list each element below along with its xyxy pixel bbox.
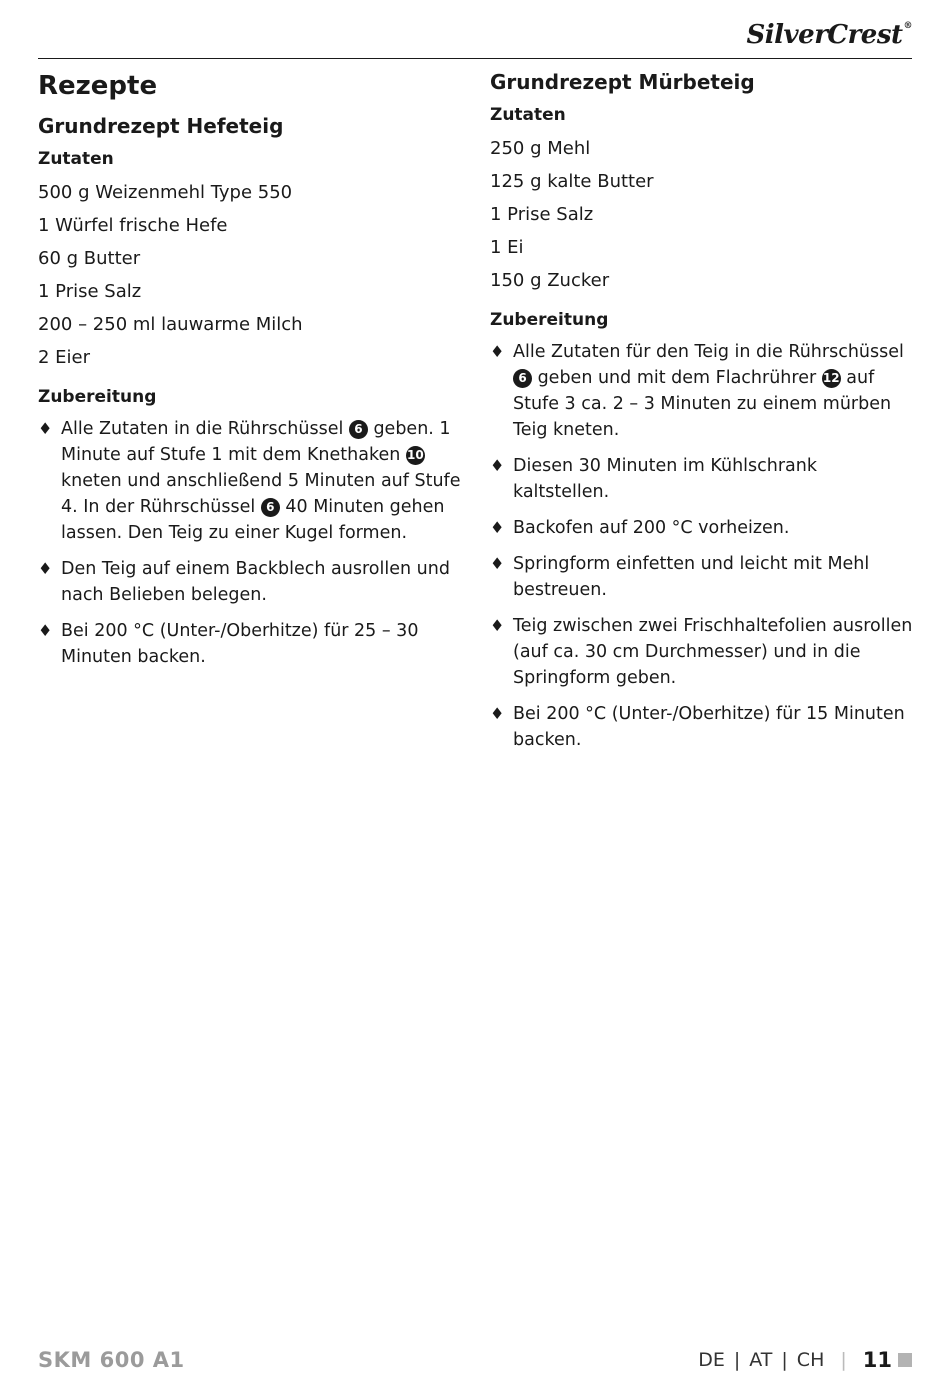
brand-logo: SilverCrest® [746, 20, 912, 50]
part-number-badge: 6 [513, 369, 532, 388]
diamond-bullet-icon: ♦ [38, 419, 53, 438]
diamond-bullet-icon: ♦ [38, 559, 53, 578]
list-item: 2 Eier [38, 347, 91, 368]
list-item: ♦ Den Teig auf einem Backblech ausrollen und nach Belieben belegen. [38, 556, 463, 608]
divider: | [781, 1349, 788, 1371]
diamond-bullet-icon: ♦ [490, 616, 505, 635]
list-item: ♦ Teig zwischen zwei Frischhaltefolien ausrollen (auf ca. 30 cm Durchmesser) und in die Springform geben. [490, 613, 915, 691]
list-item: 200 – 250 ml lauwarme Milch [38, 314, 303, 335]
part-number-badge: 6 [261, 498, 280, 517]
recipe-title-hefeteig: Grundrezept Hefeteig [38, 114, 284, 138]
list-item: 1 Ei [490, 237, 524, 258]
right-column [490, 66, 915, 763]
ingredients-list [38, 176, 463, 374]
diamond-bullet-icon: ♦ [490, 456, 505, 475]
list-item: 1 Prise Salz [490, 204, 594, 225]
ingredients-heading: Zutaten [38, 149, 114, 169]
steps-list [490, 339, 915, 753]
list-item: 150 g Zucker [490, 270, 610, 291]
list-item: 125 g kalte Butter [490, 171, 654, 192]
country-code: CH [796, 1349, 825, 1371]
diamond-bullet-icon: ♦ [38, 621, 53, 640]
list-item: 1 Würfel frische Hefe [38, 215, 228, 236]
left-column [38, 66, 463, 680]
steps-list [38, 416, 463, 670]
footer-model: SKM 600 A1 [38, 1348, 185, 1372]
ingredients-heading: Zutaten [490, 105, 566, 125]
list-item: 1 Prise Salz [38, 281, 142, 302]
header-rule [38, 58, 912, 59]
part-number-badge: 10 [406, 446, 425, 465]
part-number-badge: 12 [822, 369, 841, 388]
country-code: DE [698, 1349, 725, 1371]
diamond-bullet-icon: ♦ [490, 704, 505, 723]
list-item: ♦ Bei 200 °C (Unter-/Oberhitze) für 15 Minuten backen. [490, 701, 915, 753]
list-item: 250 g Mehl [490, 138, 591, 159]
list-item: 500 g Weizenmehl Type 550 [38, 182, 293, 203]
list-item: ♦ Diesen 30 Minuten im Kühlschrank kaltstellen. [490, 453, 915, 505]
footer-page-info [698, 1348, 912, 1372]
divider: | [840, 1349, 847, 1371]
ingredients-list [490, 132, 915, 297]
list-item: 60 g Butter [38, 248, 141, 269]
diamond-bullet-icon: ♦ [490, 554, 505, 573]
list-item: ♦ Springform einfetten und leicht mit Mehl bestreuen. [490, 551, 915, 603]
square-icon [898, 1353, 912, 1367]
recipe-title-muerbeteig: Grundrezept Mürbeteig [490, 70, 755, 94]
part-number-badge: 6 [349, 420, 368, 439]
preparation-heading: Zubereitung [490, 310, 609, 330]
diamond-bullet-icon: ♦ [490, 518, 505, 537]
page-title: Rezepte [38, 71, 158, 101]
page-number: 11 [862, 1348, 892, 1372]
divider: | [733, 1349, 741, 1371]
list-item: ♦ Alle Zutaten für den Teig in die Rührschüssel 6 geben und mit dem Flachrührer 12 auf Stufe 3 ca. 2 – 3 Minuten zu einem mürben Teig kneten. [490, 339, 915, 443]
list-item: ♦ Alle Zutaten in die Rührschüssel 6 geben. 1 Minute auf Stufe 1 mit dem Knethaken 10 kneten und anschließend 5 Minuten auf Stufe 4. In der Rührschüssel 6 40 Minuten gehen lassen. Den Teig zu einer Kugel formen. [38, 416, 463, 546]
diamond-bullet-icon: ♦ [490, 342, 505, 361]
preparation-heading: Zubereitung [38, 387, 157, 407]
list-item: ♦ Bei 200 °C (Unter-/Oberhitze) für 25 – 30 Minuten backen. [38, 618, 463, 670]
country-code: AT [749, 1349, 773, 1371]
list-item: ♦ Backofen auf 200 °C vorheizen. [490, 515, 915, 541]
